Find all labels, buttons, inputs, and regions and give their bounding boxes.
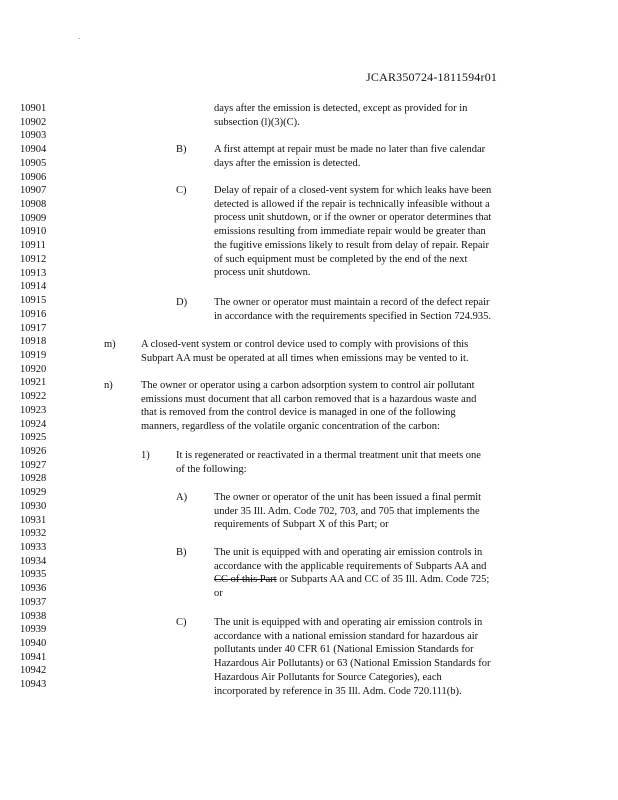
subsection-label-c2: C) <box>176 617 187 628</box>
text-line: accordance with a national emission standard for hazardous air <box>214 630 479 642</box>
line-number: 10921 <box>20 377 47 389</box>
text-line: A closed-vent system or control device used to comply with provisions of this <box>141 339 469 350</box>
line-number: 10912 <box>20 253 47 265</box>
line-number: 10923 <box>20 404 47 416</box>
subsection-b2-text <box>214 546 489 601</box>
line-number: 10913 <box>20 267 47 279</box>
text-line: days after the emission is detected. <box>214 157 361 169</box>
line-number-column <box>20 102 46 692</box>
line-number: 10911 <box>20 240 46 252</box>
text-line: pollutants under 40 CFR 61 (National Emission Standards for <box>214 644 474 656</box>
subsection-c-text <box>214 184 491 280</box>
text-line: Subpart AA must be operated at all times when emissions may be vented to it. <box>141 352 469 364</box>
subsection-label-m: m) <box>104 339 116 350</box>
line-number: 10935 <box>20 569 47 581</box>
subsection-c2-text <box>214 616 490 698</box>
text-line: requirements of Subpart X of this Part; or <box>214 519 389 531</box>
line-number: 10903 <box>20 130 47 142</box>
line-number: 10909 <box>20 212 47 224</box>
line-number: 10919 <box>20 349 47 361</box>
text-line: process unit shutdown, or if the owner or operator determines that <box>214 212 492 224</box>
subsection-label-b2: B) <box>176 547 187 558</box>
line-number: 10922 <box>20 391 47 403</box>
text-line: Hazardous Air Pollutants for Source Categories), each <box>214 671 442 683</box>
line-number: 10939 <box>20 624 47 636</box>
text-line: Delay of repair of a closed-vent system for which leaks have been <box>214 185 492 196</box>
text-line: Hazardous Air Pollutants) or 63 (National Emission Standards for <box>214 658 491 670</box>
line-number: 10930 <box>20 500 47 512</box>
line-number: 10904 <box>20 144 47 156</box>
scan-speck <box>78 38 80 39</box>
line-number: 10920 <box>20 363 47 375</box>
text-line: detected is allowed if the repair is technically infeasible without a <box>214 198 490 210</box>
line-number: 10917 <box>20 322 47 334</box>
line-number: 10931 <box>20 514 47 526</box>
struck-text: CC of this Part <box>214 574 277 586</box>
line-number: 10933 <box>20 542 47 553</box>
line-number: 10901 <box>20 103 47 114</box>
line-number: 10914 <box>20 281 47 293</box>
subsection-a-text <box>214 491 481 532</box>
text-line: emissions must document that all carbon removed that is a hazardous waste and <box>141 393 477 405</box>
text-line: The unit is equipped with and operating air emission controls in <box>214 547 483 558</box>
subsection-n-text <box>141 379 476 434</box>
line-number: 10905 <box>20 157 47 169</box>
text-line: It is regenerated or reactivated in a thermal treatment unit that meets one <box>176 450 481 461</box>
text-line: The unit is equipped with and operating air emission controls in <box>214 617 483 628</box>
line-number: 10902 <box>20 116 47 128</box>
line-number: 10926 <box>20 445 47 457</box>
continuation-text <box>214 102 467 129</box>
text-line: manners, regardless of the volatile organic concentration of the carbon: <box>141 421 440 433</box>
text-line: The owner or operator of the unit has been issued a final permit <box>214 492 482 503</box>
text-line: days after the emission is detected, except as provided for in <box>214 103 468 114</box>
subsection-m-text <box>141 338 468 365</box>
line-number: 10915 <box>20 295 47 307</box>
text-line: A first attempt at repair must be made no later than five calendar <box>214 144 486 155</box>
text-line: of the following: <box>176 463 247 475</box>
subsection-label-a: A) <box>176 492 188 503</box>
text-line: accordance with the applicable requirements of Subparts AA and <box>214 560 487 572</box>
text-line: in accordance with the requirements specified in Section 724.935. <box>214 310 491 322</box>
line-number: 10927 <box>20 459 47 471</box>
line-number: 10941 <box>20 651 47 663</box>
line-number: 10942 <box>20 665 47 677</box>
text-line: of such equipment must be completed by the end of the next <box>214 253 468 265</box>
line-number: 10934 <box>20 555 47 567</box>
text-line: incorporated by reference in 35 Ill. Adm. Code 720.111(b). <box>214 685 462 697</box>
line-number: 10907 <box>20 185 47 197</box>
text-line: emissions resulting from immediate repair would be greater than <box>214 226 486 238</box>
subsection-1-text <box>176 449 481 476</box>
line-number: 10938 <box>20 610 47 622</box>
line-number: 10936 <box>20 583 47 595</box>
line-number: 10932 <box>20 528 47 540</box>
line-number: 10943 <box>20 679 47 691</box>
line-number: 10928 <box>20 473 47 485</box>
line-number: 10924 <box>20 418 47 430</box>
text-line: The owner or operator using a carbon adsorption system to control air pollutant <box>141 380 475 391</box>
subsection-b-text <box>214 143 485 170</box>
line-number: 10937 <box>20 596 47 608</box>
text-line: or <box>214 588 223 600</box>
line-number: 10916 <box>20 308 47 320</box>
inserted-text: or Subparts AA and CC of 35 Ill. Adm. Code 725; <box>276 574 490 586</box>
subsection-label-n: n) <box>104 380 113 391</box>
subsection-label-1: 1) <box>141 450 150 461</box>
line-number: 10929 <box>20 487 47 499</box>
subsection-label-d: D) <box>176 297 188 308</box>
line-number: 10940 <box>20 638 47 650</box>
subsection-d-text <box>214 296 491 323</box>
text-line-amended <box>214 573 489 587</box>
subsection-label-c: C) <box>176 185 187 196</box>
line-number: 10918 <box>20 336 47 348</box>
subsection-label-b: B) <box>176 144 187 155</box>
text-line: process unit shutdown. <box>214 267 311 279</box>
line-number: 10925 <box>20 432 47 444</box>
text-line: under 35 Ill. Adm. Code 702, 703, and 705 that implements the <box>214 505 480 517</box>
text-line: the fugitive emissions likely to result from delay of repair. Repair <box>214 239 489 251</box>
document-id: JCAR350724-1811594r01 <box>366 70 498 84</box>
line-number: 10906 <box>20 171 47 183</box>
line-number: 10910 <box>20 226 47 238</box>
text-line: The owner or operator must maintain a record of the defect repair <box>214 297 490 308</box>
text-line: that is removed from the control device is managed in one of the following <box>141 407 456 419</box>
line-number: 10908 <box>20 199 47 211</box>
text-line: subsection (l)(3)(C). <box>214 116 300 128</box>
